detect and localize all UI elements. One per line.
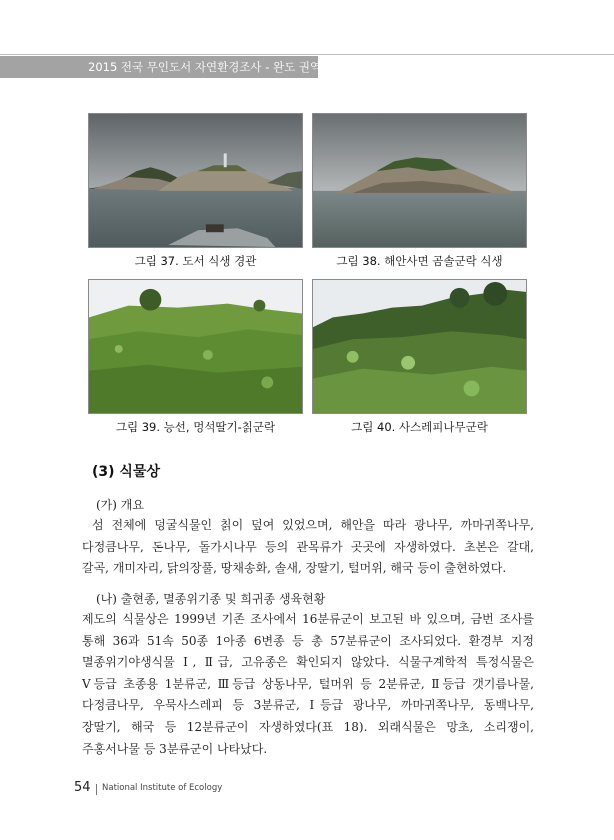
section-title: (3) 식물상 bbox=[92, 464, 160, 480]
text-line: 제도의 식물상은 1999년 기존 조사에서 16분류군이 보고된 바 있으며, 금번 조사를 bbox=[82, 612, 534, 626]
subsection-overview-heading: (가) 개요 bbox=[96, 498, 144, 512]
status-paragraph bbox=[82, 609, 534, 760]
subsection-status-heading: (나) 출현종, 멸종위기종 및 희귀종 생육현황 bbox=[96, 592, 326, 606]
figure-37-photo bbox=[88, 113, 303, 248]
figure-40-photo bbox=[312, 279, 527, 414]
figure-38-caption: 그림 38. 해안사면 곰솔군락 식생 bbox=[336, 254, 503, 268]
figure-39-photo bbox=[88, 279, 303, 414]
text-line: Ⅴ등급 초종용 1분류군, Ⅲ등급 상동나무, 털머위 등 2분류군, Ⅱ등급 갯기름나물, bbox=[82, 676, 534, 691]
text-line: 장딸기, 해국 등 12분류군이 자생하였다(표 18). 외래식물은 망초, 소리쟁이, bbox=[82, 719, 534, 734]
footer-divider bbox=[96, 784, 97, 795]
publisher-name: National Institute of Ecology bbox=[102, 783, 223, 793]
text-line: 다정큼나무, 우묵사스레피 등 3분류군, Ⅰ등급 광나무, 까마귀쪽나무, 동백나무, bbox=[82, 698, 534, 713]
text-line: 주홍서나물 등 3분류군이 나타났다. bbox=[82, 741, 268, 756]
text-line: 통해 36과 51속 50종 1아종 6변종 등 총 57분류군이 조사되었다. 환경부 지정 bbox=[82, 633, 534, 648]
text-line: 갈곡, 개미자리, 닭의장풀, 땅채송화, 솔새, 장딸기, 털머위, 해국 등이 출현하였다. bbox=[82, 561, 507, 576]
header-rule bbox=[0, 54, 614, 55]
figure-40-caption: 그림 40. 사스레피나무군락 bbox=[351, 420, 488, 434]
page-number: 54 bbox=[74, 780, 91, 795]
text-line: 다정큼나무, 돈나무, 돌가시나무 등의 관목류가 곳곳에 자생하였다. 초본은 갈대, bbox=[82, 539, 534, 554]
running-header: 2015 전국 무인도서 자연환경조사 - 완도 권역 bbox=[88, 60, 322, 74]
overview-paragraph bbox=[82, 515, 534, 580]
figure-38-photo bbox=[312, 113, 527, 248]
figure-37-caption: 그림 37. 도서 식생 경관 bbox=[134, 254, 257, 268]
text-line: 섬 전체에 덩굴식물인 칡이 덮여 있었으며, 해안을 따라 광나무, 까마귀쪽나무, bbox=[92, 518, 534, 532]
figure-39-caption: 그림 39. 능선, 멍석딸기-칡군락 bbox=[115, 420, 276, 434]
text-line: 멸종위기야생식물 Ⅰ, Ⅱ급, 고유종은 확인되지 않았다. 식물구계학적 특정식물은 bbox=[82, 655, 534, 670]
